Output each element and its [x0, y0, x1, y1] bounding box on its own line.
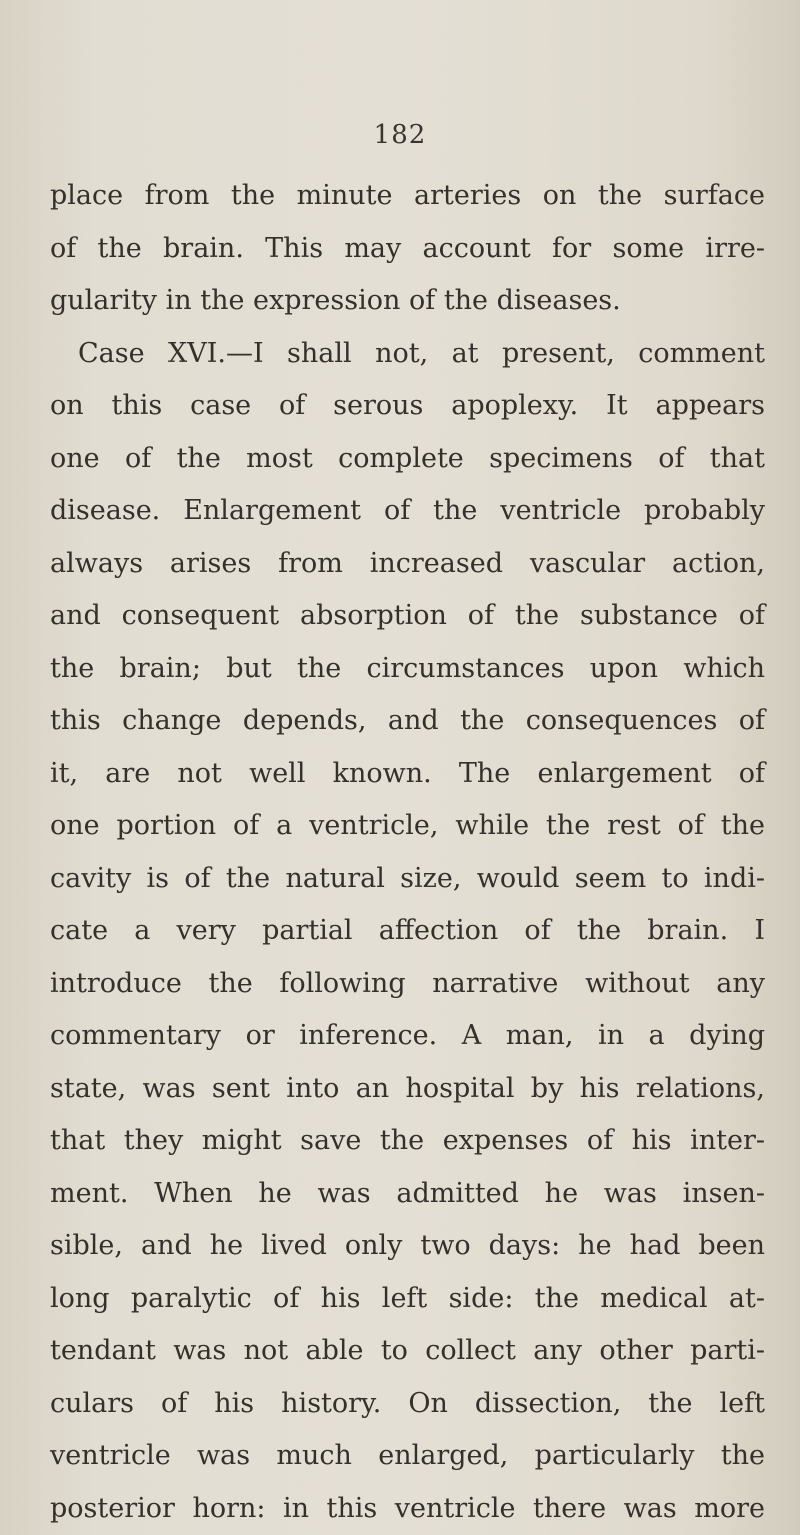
text-line: the brain; but the circumstances upon which	[50, 643, 765, 696]
text-line: culars of his history. On dissection, the left	[50, 1378, 765, 1431]
text-line: state, was sent into an hospital by his relations,	[50, 1063, 765, 1116]
text-line: one portion of a ventricle, while the rest of the	[50, 800, 765, 853]
text-line: gularity in the expression of the diseases.	[50, 275, 765, 328]
text-line: this change depends, and the consequences of	[50, 695, 765, 748]
text-line: sible, and he lived only two days: he had been	[50, 1220, 765, 1273]
text-line: on this case of serous apoplexy. It appears	[50, 380, 765, 433]
text-line: always arises from increased vascular action,	[50, 538, 765, 591]
page-number: 182	[0, 120, 800, 150]
text-line: it, are not well known. The enlargement of	[50, 748, 765, 801]
text-line: ventricle was much enlarged, particularly the	[50, 1430, 765, 1483]
text-line: cate a very partial affection of the brain. I	[50, 905, 765, 958]
text-line: tendant was not able to collect any other parti-	[50, 1325, 765, 1378]
text-line: Case XVI.—I shall not, at present, comment	[50, 328, 765, 381]
text-line: long paralytic of his left side: the medical at-	[50, 1273, 765, 1326]
text-line: posterior horn: in this ventricle there was more	[50, 1483, 765, 1535]
text-line: place from the minute arteries on the surface	[50, 170, 765, 223]
text-line: commentary or inference. A man, in a dying	[50, 1010, 765, 1063]
text-line: that they might save the expenses of his inter-	[50, 1115, 765, 1168]
text-line: introduce the following narrative without any	[50, 958, 765, 1011]
text-line: cavity is of the natural size, would seem to indi-	[50, 853, 765, 906]
text-line: of the brain. This may account for some irre-	[50, 223, 765, 276]
text-line: one of the most complete specimens of that	[50, 433, 765, 486]
text-line: disease. Enlargement of the ventricle probably	[50, 485, 765, 538]
body-text	[50, 170, 765, 1535]
text-line: ment. When he was admitted he was insen-	[50, 1168, 765, 1221]
text-line: and consequent absorption of the substance of	[50, 590, 765, 643]
